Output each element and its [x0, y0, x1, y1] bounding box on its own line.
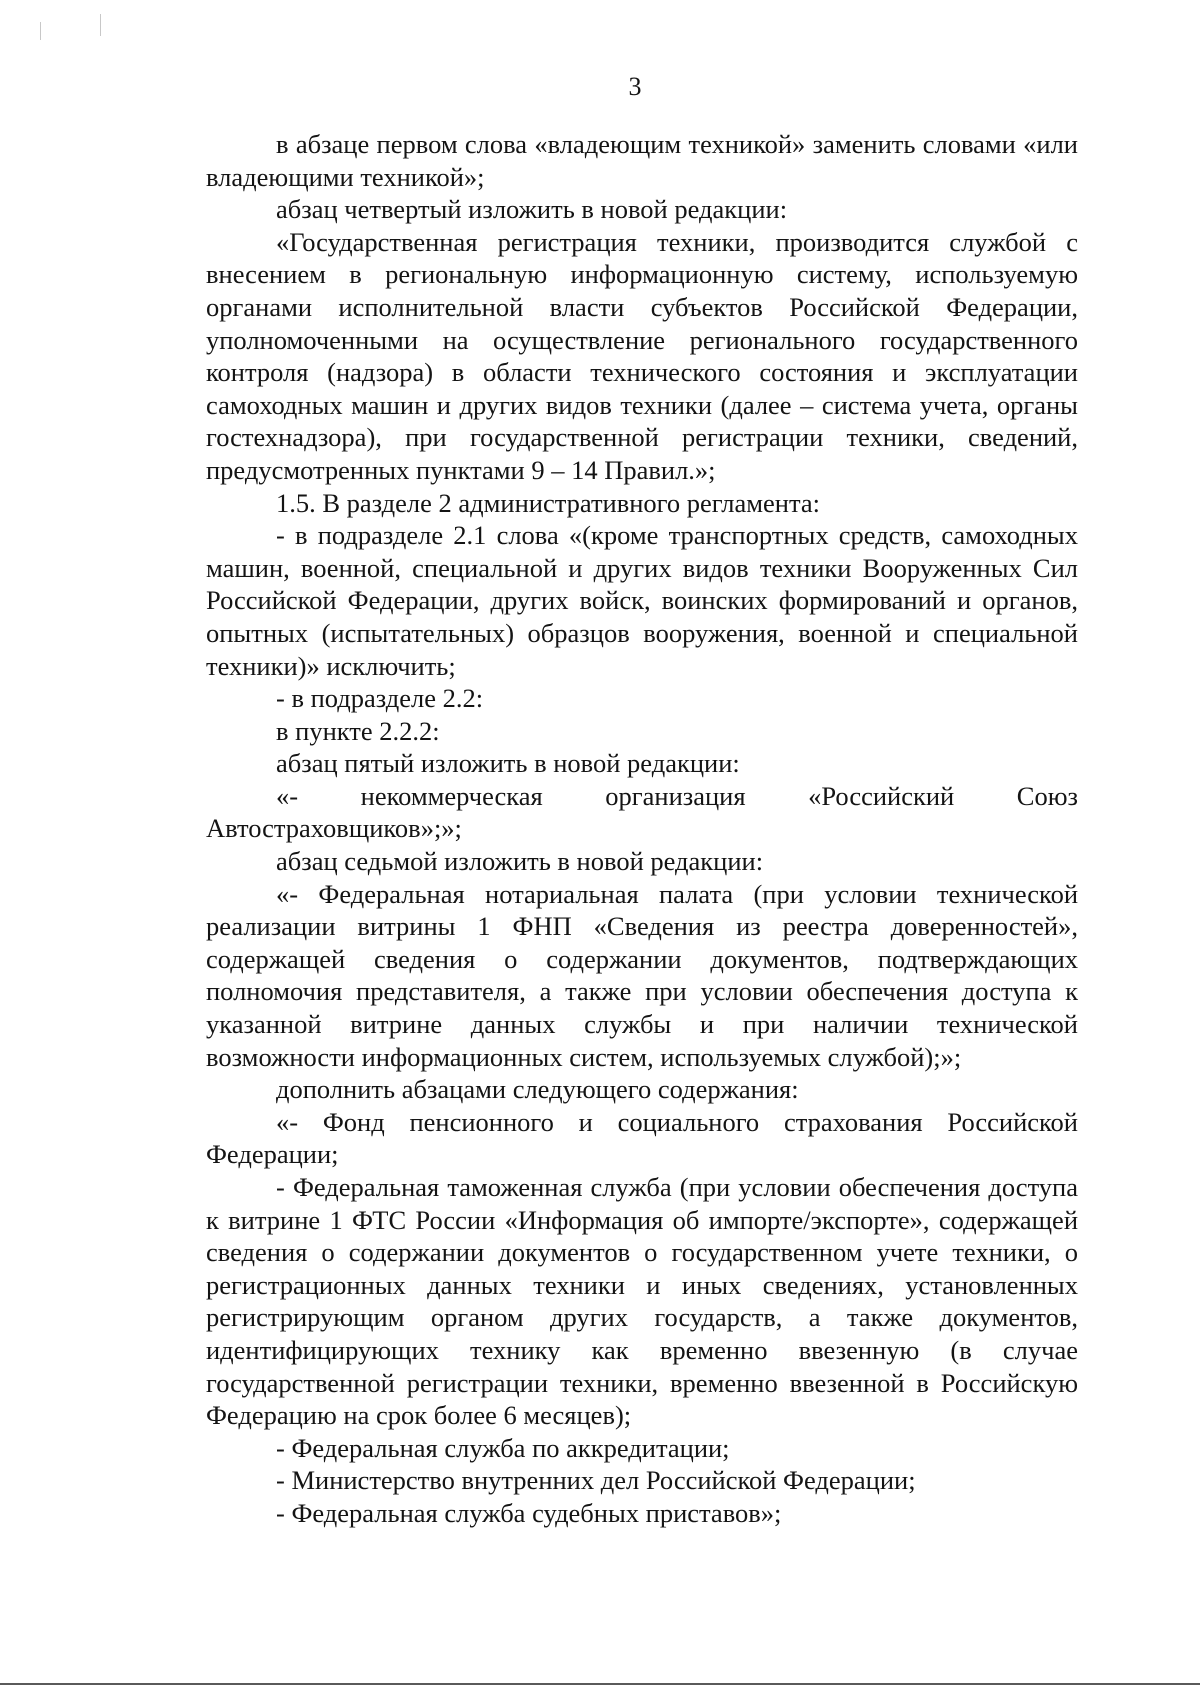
paragraph: абзац четвертый изложить в новой редакции: — [276, 194, 788, 225]
paragraph: - Федеральная служба по аккредитации; — [276, 1432, 730, 1463]
paragraph: 1.5. В разделе 2 административного регламента: — [276, 487, 821, 518]
paragraph: «- некоммерческая организация «Российский Союз Автостраховщиков»;»; — [206, 780, 1078, 844]
page-number: 3 — [628, 72, 642, 101]
paragraph: - в подразделе 2.1 слова «(кроме транспортных средств, самоходных машин, военной, специальной и других видов техники Вооруженных Сил Российской Федерации, других войск, воинских формирований и органов, опытных (испытательных) образцов вооружения, военной и специальной техники)» исключить; — [206, 520, 1078, 681]
scan-artifact-line — [40, 22, 41, 40]
paragraph: «- Фонд пенсионного и социального страхования Российской Федерации; — [206, 1106, 1078, 1170]
paragraph: абзац пятый изложить в новой редакции: — [276, 748, 740, 779]
paragraph: - Федеральная служба судебных приставов»; — [276, 1497, 782, 1528]
paragraph: дополнить абзацами следующего содержания: — [276, 1074, 799, 1105]
paragraph: «- Федеральная нотариальная палата (при условии технической реализации витрины 1 ФНП «Сведения из реестра доверенностей», содержащей сведения о содержании документов, подтверждающих полномочия представителя, а также при условии обеспечения доступа к указанной витрине данных службы и при наличии технической возможности информационных систем, используемых службой);»; — [206, 878, 1078, 1072]
paragraph: - Федеральная таможенная служба (при условии обеспечения доступа к витрине 1 ФТС России «Информация об импорте/экспорте», содержащей сведения о содержании документов о государственном учете техники, о регистрационных данных техники и иных сведениях, установленных регистрирующим органом других государств, а также документов, идентифицирующих технику как временно ввезенную (в случае государственной регистрации техники, временно ввезенной в Российскую Федерацию на срок более 6 месяцев); — [206, 1172, 1078, 1431]
paragraph: - в подразделе 2.2: — [276, 683, 484, 714]
scan-bottom-edge — [0, 1683, 1200, 1685]
paragraph: в пункте 2.2.2: — [276, 715, 440, 746]
paragraph: в абзаце первом слова «владеющим техникой» заменить словами «или владеющими техникой»; — [206, 129, 1078, 192]
paragraph: «Государственная регистрация техники, производится службой с внесением в региональную информационную систему, используемую органами исполнительной власти субъектов Российской Федерации, уполномоченными на осуществление регионального государственного контроля (надзора) в области технического состояния и эксплуатации самоходных машин и других видов техники (далее – система учета, органы гостехнадзора), при государственной регистрации техники, сведений, предусмотренных пунктами 9 – 14 Правил.»; — [206, 226, 1078, 485]
scan-artifact-line — [100, 14, 101, 36]
paragraph: абзац седьмой изложить в новой редакции: — [276, 846, 764, 877]
document-body — [206, 128, 1078, 1530]
paragraph: - Министерство внутренних дел Российской Федерации; — [276, 1465, 916, 1496]
